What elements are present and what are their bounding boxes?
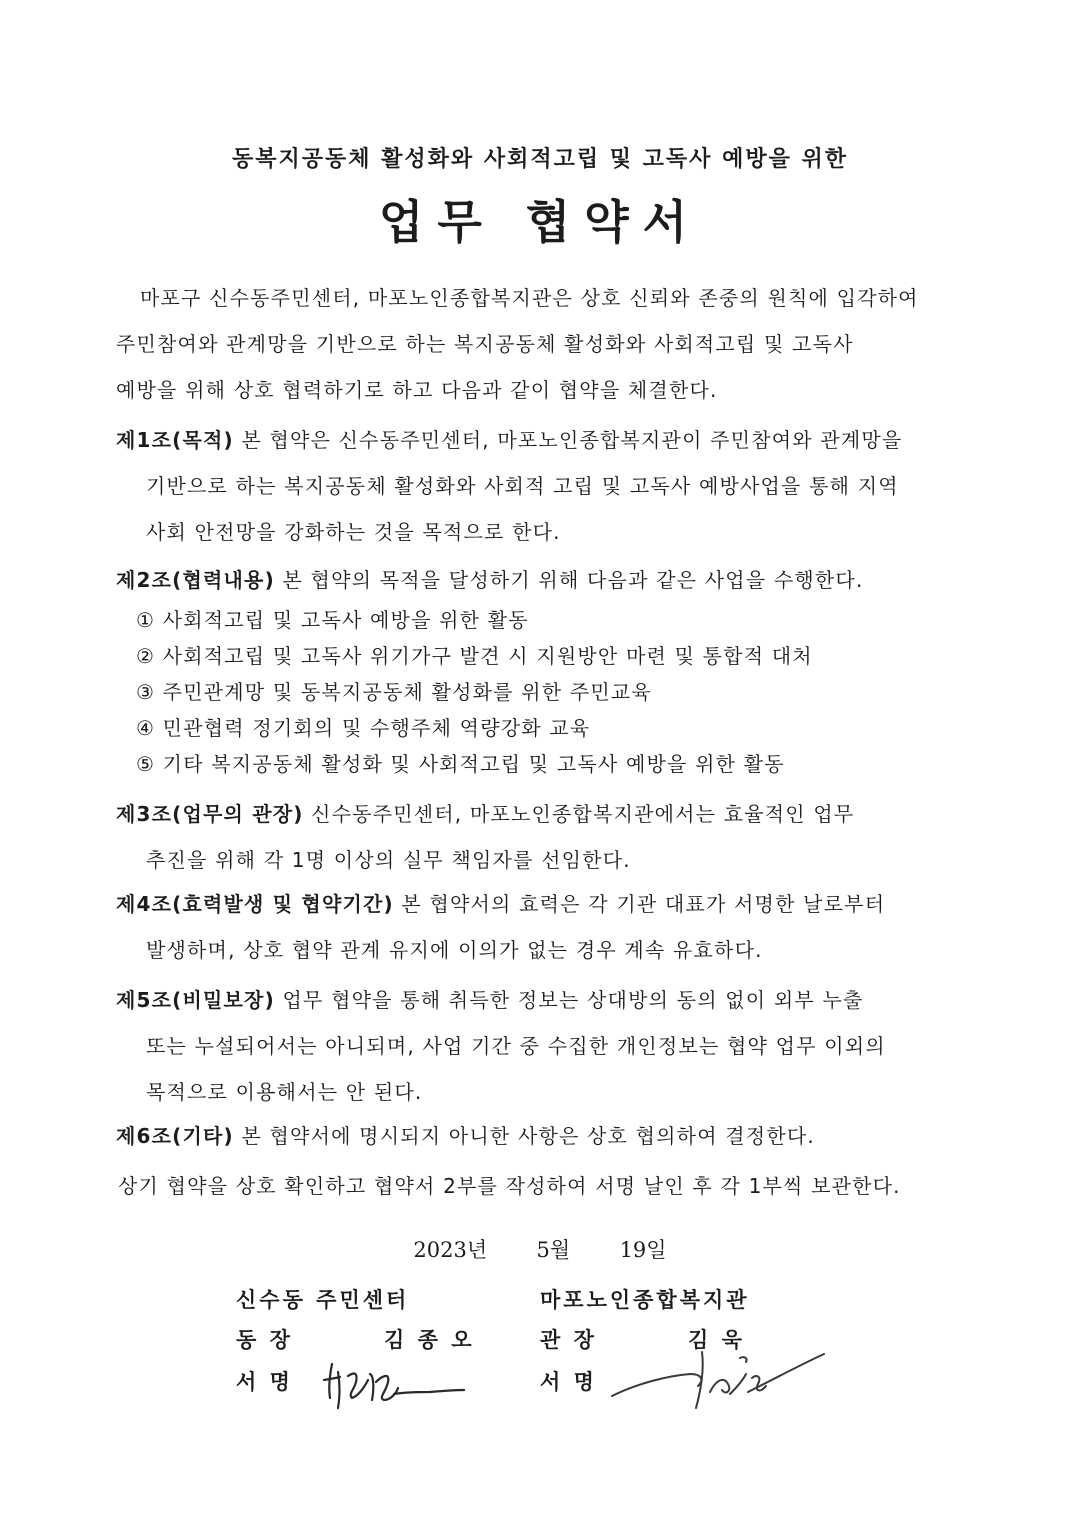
article-4-text-2: 발생하며, 상호 협약 관계 유지에 이의가 없는 경우 계속 유효하다.: [146, 938, 763, 962]
article-5: [116, 986, 864, 1014]
article-2-item-5: ⑤ 기타 복지공동체 활성화 및 사회적고립 및 고독사 예방을 위한 활동: [136, 752, 785, 776]
date-month: 5월: [536, 1238, 571, 1262]
article-6-text-1: 본 협약서에 명시되지 아니한 사항은 상호 협의하여 결정한다.: [241, 1124, 815, 1148]
party-2-signature-label: 서 명: [540, 1370, 597, 1394]
party-1-role: 동 장: [236, 1328, 293, 1352]
article-4-text-1: 본 협약서의 효력은 각 기관 대표가 서명한 날로부터: [401, 892, 886, 916]
article-2-item-1: ① 사회적고립 및 고독사 예방을 위한 활동: [136, 608, 529, 632]
closing-statement: 상기 협약을 상호 확인하고 협약서 2부를 작성하여 서명 날인 후 각 1부씩 보관한다.: [118, 1174, 901, 1198]
signing-date: [0, 1236, 1080, 1264]
party-2-name: 김 욱: [688, 1328, 745, 1352]
party-2-signature: [606, 1334, 836, 1414]
article-1-text-2: 기반으로 하는 복지공동체 활성화와 사회적 고립 및 고독사 예방사업을 통해 지역: [146, 474, 899, 498]
party-1-signature: [318, 1346, 478, 1412]
article-2-item-3: ③ 주민관계망 및 동복지공동체 활성화를 위한 주민교육: [136, 680, 652, 704]
party-1-block: [236, 1284, 516, 1414]
article-4-heading: 제4조(효력발생 및 협약기간): [116, 892, 394, 916]
article-6: [116, 1122, 815, 1150]
article-2: [116, 566, 864, 594]
article-2-heading: 제2조(협력내용): [116, 568, 275, 592]
article-1-text-3: 사회 안전망을 강화하는 것을 목적으로 한다.: [146, 520, 561, 544]
article-2-text-1: 본 협약의 목적을 달성하기 위해 다음과 같은 사업을 수행한다.: [282, 568, 864, 592]
article-1-heading: 제1조(목적): [116, 428, 234, 452]
party-1-name: 김 종 오: [384, 1328, 475, 1352]
date-year: 2023년: [413, 1238, 488, 1262]
date-day: 19일: [619, 1238, 667, 1262]
article-4: [116, 890, 885, 918]
article-5-text-1: 업무 협약을 통해 취득한 정보는 상대방의 동의 없이 외부 누출: [282, 988, 864, 1012]
article-5-heading: 제5조(비밀보장): [116, 988, 275, 1012]
document-title: 업무 협약서: [378, 195, 702, 249]
article-2-item-2: ② 사회적고립 및 고독사 위기가구 발견 시 지원방안 마련 및 통합적 대처: [136, 644, 813, 668]
preamble-line-3: 예방을 위해 상호 협력하기로 하고 다음과 같이 협약을 체결한다.: [116, 378, 718, 402]
article-1: [116, 426, 902, 454]
article-3-heading: 제3조(업무의 관장): [116, 802, 304, 826]
preamble-line-1: 마포구 신수동주민센터, 마포노인종합복지관은 상호 신뢰와 존중의 원칙에 입각하여: [140, 286, 919, 310]
article-2-item-4: ④ 민관협력 정기회의 및 수행주체 역량강화 교육: [136, 716, 591, 740]
party-2-role: 관 장: [540, 1328, 597, 1352]
article-1-text-1: 본 협약은 신수동주민센터, 마포노인종합복지관이 주민참여와 관계망을: [241, 428, 903, 452]
article-6-heading: 제6조(기타): [116, 1124, 234, 1148]
party-2-organization: 마포노인종합복지관: [540, 1288, 750, 1312]
article-5-text-3: 목적으로 이용해서는 안 된다.: [146, 1080, 423, 1104]
article-3-text-2: 추진을 위해 각 1명 이상의 실무 책임자를 선임한다.: [146, 848, 631, 872]
article-3: [116, 800, 854, 828]
party-1-organization: 신수동 주민센터: [236, 1288, 410, 1312]
party-1-signature-label: 서 명: [236, 1370, 293, 1394]
party-2-block: [540, 1284, 840, 1414]
article-5-text-2: 또는 누설되어서는 아니되며, 사업 기간 중 수집한 개인정보는 협약 업무 이외의: [146, 1034, 886, 1058]
document-subtitle: 동복지공동체 활성화와 사회적고립 및 고독사 예방을 위한: [231, 147, 848, 172]
article-3-text-1: 신수동주민센터, 마포노인종합복지관에서는 효율적인 업무: [311, 802, 855, 826]
preamble-line-2: 주민참여와 관계망을 기반으로 하는 복지공동체 활성화와 사회적고립 및 고독사: [116, 332, 854, 356]
